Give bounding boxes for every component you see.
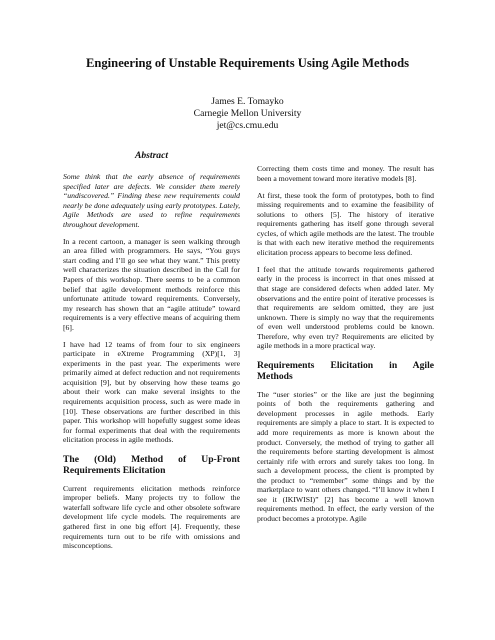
right-column xyxy=(257,164,434,531)
section-heading-line: The (Old) Method of Up-Front xyxy=(63,453,240,465)
abstract-text: Some think that the early absence of requirements specified later are defects. We consider them merely “undiscovered.” Finding these new requirements could nearly be done adequately using early prototypes. Lately, Agile Methods are used to refine requirements throughout development. xyxy=(63,172,240,229)
body-paragraph: Current requirements elicitation methods reinforce improper beliefs. Many projects try to follow the waterfall software life cycle and other obsolete software development life cycle models. The requirements are gathered first in one big effort [4]. Frequently, these requirements turn out to be rife with omissions and misconceptions. xyxy=(63,483,240,551)
body-paragraph: In a recent cartoon, a manager is seen walking through an area filled with programmers. He says, “You guys start coding and I’ll go see what they want.” This pretty well characterizes the situation described in the Call for Papers of this workshop. There seems to be a common belief that agile development methods reinforce this unfortunate attitude toward requirements. Conversely, my research has shown that an “agile attitude” toward requirements is a very effective means of acquiring them [6]. xyxy=(63,236,240,332)
section-heading-agile-elicitation xyxy=(257,360,434,383)
body-paragraph: At first, these took the form of prototypes, both to find missing requirements and to examine the feasibility of solutions to others [5]. The history of iterative requirements gathering has itself gone through several cycles, of which agile methods are the latest. The trouble is that with each new iterative method the requirements elicitation process appears to become less defined. xyxy=(257,190,434,257)
section-heading-line: Methods xyxy=(257,371,293,383)
section-heading-old-method xyxy=(63,454,240,477)
author-block xyxy=(0,96,495,133)
author-name: James E. Tomayko xyxy=(211,96,284,107)
body-paragraph: The “user stories” or the like are just the beginning points of both the requirements gathering and development processes in agile methods. Early requirements are simply a place to start. It is expected to add more requirements as more is known about the product. Conversely, the method of trying to gather all the requirements before starting development is almost certainly rife with errors and surely takes too long. In such a development process, the client is prompted by the product to “remember” some things and by the marketplace to want others changed. “I’ll know it when I see it (IKIWISI)” [2] has become a well known requirements method. In effect, the early version of the product becomes a prototype. Agile xyxy=(257,389,434,523)
section-heading-line: Requirements Elicitation in Agile xyxy=(257,359,434,371)
author-email: jet@cs.cmu.edu xyxy=(216,120,279,132)
body-paragraph: Correcting them costs time and money. The result has been a movement toward more iterative models [8]. xyxy=(257,164,434,183)
abstract-heading: Abstract xyxy=(134,150,169,161)
left-column xyxy=(63,150,240,558)
paper-title: Engineering of Unstable Requirements Using Agile Methods xyxy=(85,56,410,70)
author-affiliation: Carnegie Mellon University xyxy=(193,108,302,120)
body-paragraph: I feel that the attitude towards requirements gathered early in the process is incorrect in that ones missed at that stage are considered defects when added later. My observations and the entire point of iterative processes is that requirements are seldom omitted, they are just unknown. There is simply no way that the requirements of even well understood problems could be known. Therefore, why even try? Requirements are elicited by agile methods in a more practical way. xyxy=(257,264,434,351)
body-paragraph: I have had 12 teams of from four to six engineers participate in eXtreme Programming (XP)[1, 3] experiments in the past year. The experiments were primarily aimed at defect reduction and not requirements acquisition [9], but by observing how these teams go about their work can make several insights to the requirements acquisition process, such as were made in [10]. These observations are further described in this paper. This workshop will hopefully suggest some ideas for formal experiments that deal with the requirements elicitation process in agile methods. xyxy=(63,339,240,445)
section-heading-line: Requirements Elicitation xyxy=(63,465,166,477)
